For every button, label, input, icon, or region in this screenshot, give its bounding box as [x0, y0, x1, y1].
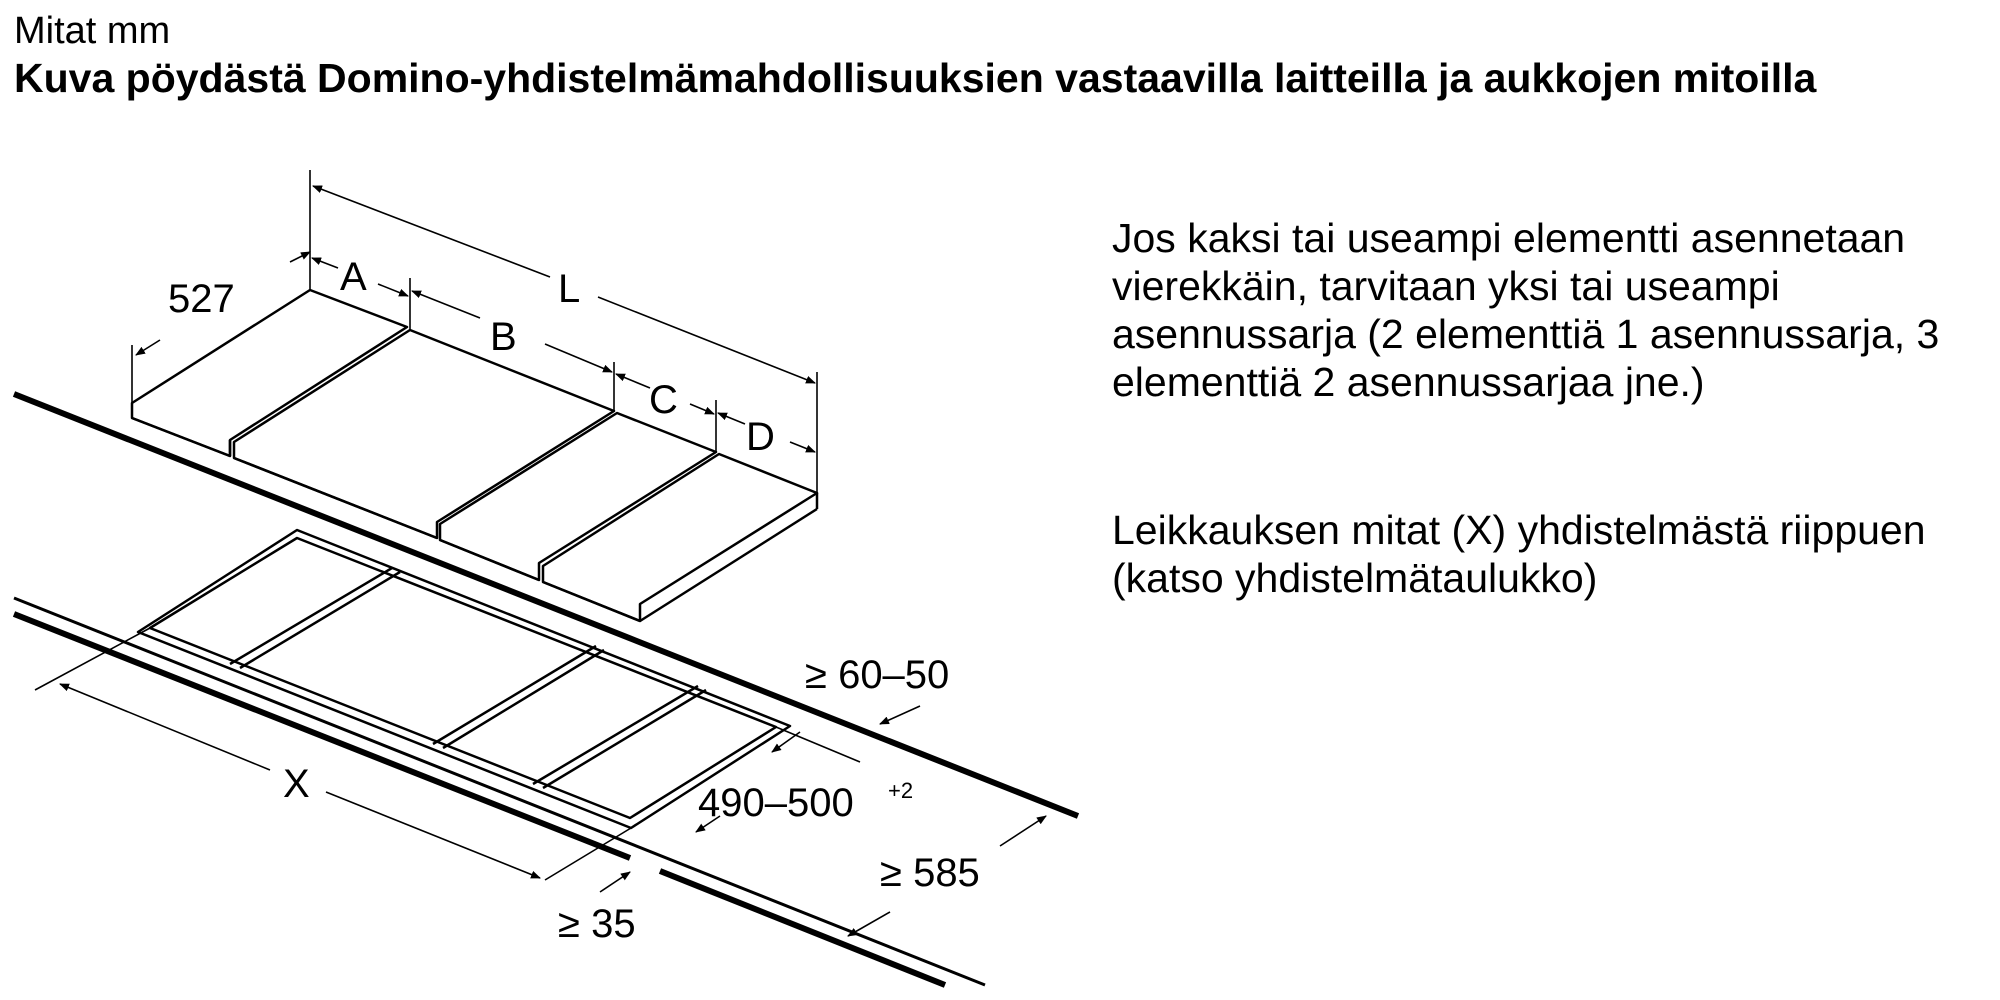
- label-cutout-depth: 490–500: [698, 781, 854, 825]
- units-caption: Mitat mm: [14, 10, 171, 52]
- label-depth-527: 527: [168, 277, 235, 321]
- label-b: B: [490, 315, 517, 359]
- note-cutout-dimensions: Leikkauksen mitat (X) yhdistelmästä riippuen (katso yhdistelmätaulukko): [1112, 507, 1926, 601]
- label-worktop-depth: ≥ 585: [880, 851, 980, 895]
- label-l: L: [558, 267, 581, 311]
- figure-title: Kuva pöydästä Domino-yhdistelmämahdollisuuksien vastaavilla laitteilla ja aukkojen mitoilla: [14, 55, 1817, 101]
- label-wall-distance: ≥ 60–50: [805, 653, 950, 697]
- notes: [1112, 214, 1992, 602]
- note-installation-kit: Jos kaksi tai useampi elementti asennetaan vierekkäin, tarvitaan yksi tai useampi asennussarja (2 elementtiä 1 asennussarja, 3 elementtiä 2 asennussarjaa jne.): [1112, 215, 1940, 405]
- label-cutout-depth-tolerance: +2: [888, 778, 914, 803]
- label-c: C: [649, 378, 678, 422]
- label-front-distance: ≥ 35: [558, 902, 636, 946]
- label-d: D: [746, 415, 775, 459]
- label-a: A: [340, 255, 367, 299]
- label-x: X: [283, 762, 310, 806]
